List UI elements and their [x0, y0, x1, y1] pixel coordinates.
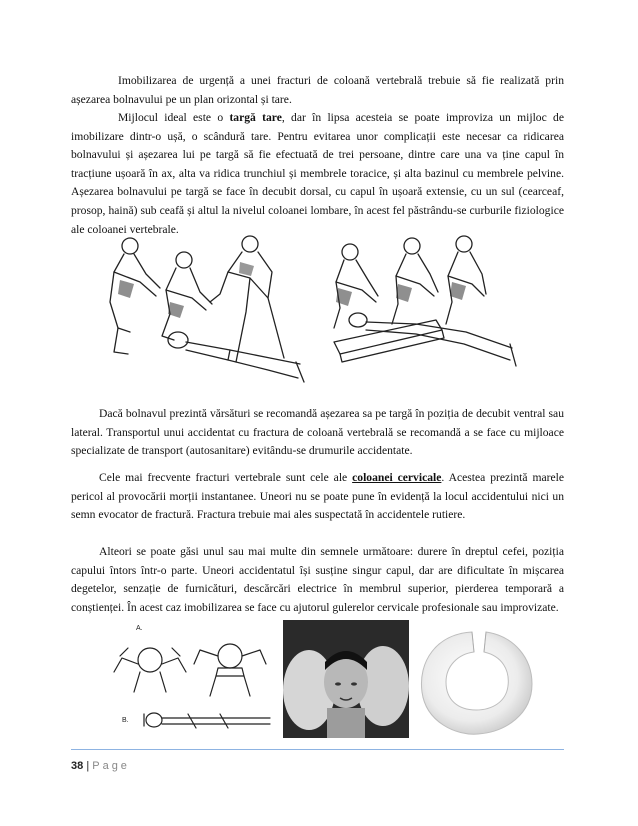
paragraph-intro-text: Imobilizarea de urgență a unei fracturi de coloană vertebrală trebuie să fie realizată prin așezarea bolnavului pe un plan orizontal și tare.	[71, 74, 564, 106]
illustration-placing-on-board	[316, 232, 524, 392]
page-number: 38	[71, 760, 84, 772]
footer-page-word: Page	[92, 760, 130, 772]
footer-rule	[71, 749, 564, 750]
paragraph-cervical-text-b: . Acestea prezintă marele pericol al provocării morții instantanee. Uneori nu se poate pune în evidență la locul accidentului nici un semn evocator de fractură. Fractura trebuie mai ales suspectată în accidentele rutiere.	[71, 471, 564, 522]
page-footer	[71, 760, 130, 772]
photo-cervical-pillow	[414, 622, 538, 738]
paragraph-stretcher-text-b: , dar în lipsa acesteia se poate improviza un mijloc de imobilizare dintr-o ușă, o scândură tare. Pentru evitarea unor complicații este necesar ca ridicarea bolnavului și așezarea lui pe targă să fie efectuată de trei persoane, dintre care una va ține capul în tracțiune ușoară în ax, alta va ridica trunchiul și membrele toracice, și alta bazinul cu membrele pelvine. Așezarea bolnavului pe targă se face în decubit dorsal, cu capul în ușoară extensie, cu un sul (cearceaf, prosop, haină) sub ceafă și altul la nivelul coloanei lombare, în acest fel păstrându-se curburile fiziologice ale coloanei vertebrale.	[71, 111, 564, 236]
paragraph-signs	[71, 543, 564, 617]
emphasis-cervical-spine: coloanei cervicale	[352, 471, 442, 484]
paragraph-signs-text: Alteori se poate găsi unul sau mai multe din semnele următoare: durere în dreptul cefei, poziția capului întors într-o parte. Uneori accidentatul își susține singur capul, dar are dificultate în mișcarea degetelor, senzație de furnicături, descărcări electrice în membrul superior, pierderea temporară a conștienței. În acest caz imobilizarea se face cu ajutorul gulerelor cervicale profesionale sau improvizate.	[71, 545, 564, 614]
paragraph-stretcher-text-a: Mijlocul ideal este o	[118, 111, 230, 124]
footer-separator: |	[86, 760, 90, 772]
illustration-lifting-patient	[100, 232, 308, 392]
paragraph-cervical-text-a: Cele mai frecvente fracturi vertebrale sunt cele ale	[99, 471, 353, 484]
illustration-cervical-immobilization	[100, 620, 280, 738]
paragraph-intro	[71, 72, 564, 109]
paragraph-vomiting	[71, 405, 564, 461]
figure-label-a: A.	[136, 625, 143, 632]
paragraph-cervical	[71, 469, 564, 525]
paragraph-vomiting-text: Dacă bolnavul prezintă vărsături se recomandă așezarea sa pe targă în poziția de decubit ventral sau lateral. Transportul unui accidentat cu fractura de coloană vertebrală se recomandă a se face cu mijloace specializate de transport (autosanitare) evitându-se drumurile accidentate.	[71, 407, 564, 458]
photo-improvised-head-support	[283, 620, 409, 738]
emphasis-hard-stretcher: targă tare	[229, 111, 282, 124]
figure-label-b: B.	[122, 717, 129, 724]
paragraph-stretcher	[71, 109, 564, 239]
